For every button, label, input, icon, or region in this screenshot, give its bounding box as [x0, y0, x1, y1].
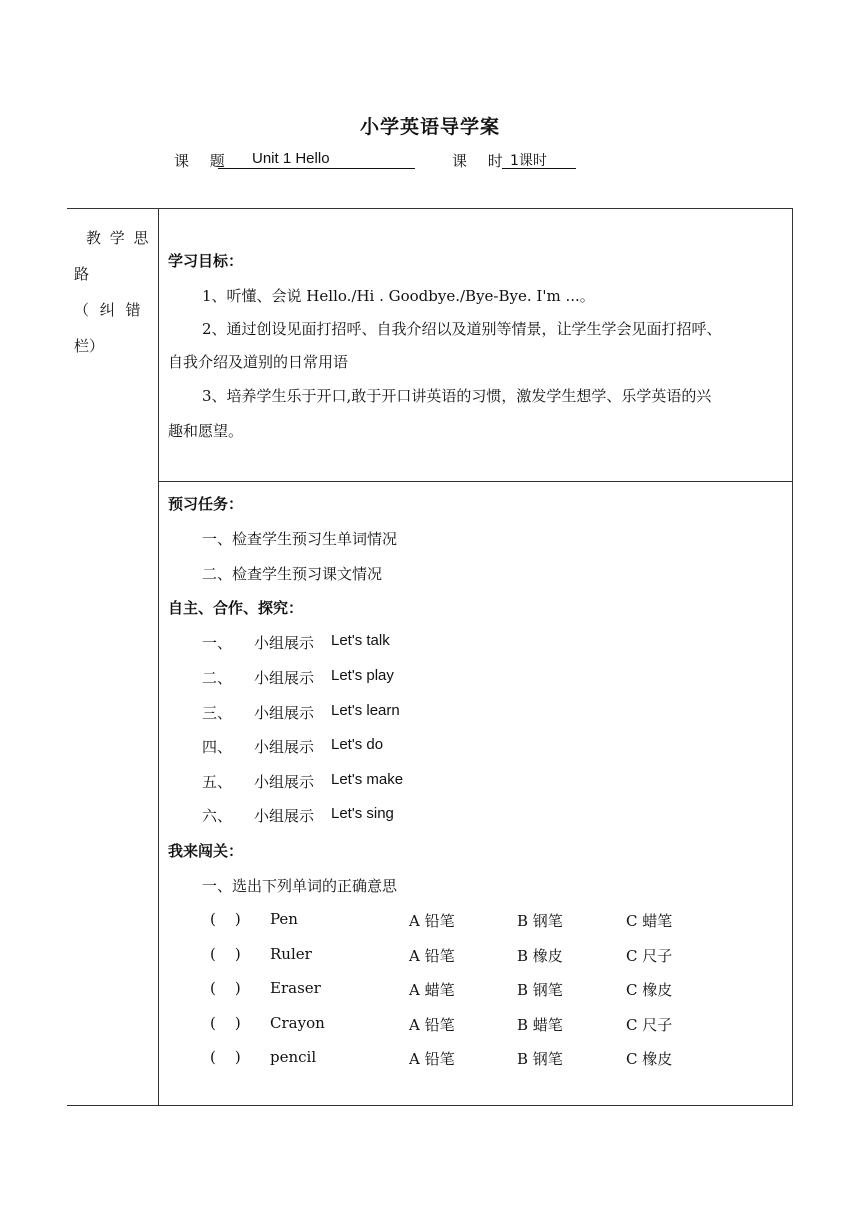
answer-blank[interactable]: ( ): [210, 945, 241, 963]
answer-blank[interactable]: ( ): [210, 1014, 241, 1032]
option-a: A 铅笔: [409, 1016, 455, 1034]
explore-num: 四、: [202, 738, 233, 756]
quiz-instruction: 一、选出下列单词的正确意思: [202, 877, 398, 895]
side-line-2: 路: [74, 265, 90, 283]
option-c: C 橡皮: [626, 1050, 673, 1068]
option-a: A 铅笔: [409, 1050, 455, 1068]
preview-item-2: 二、检查学生预习课文情况: [202, 565, 383, 583]
objective-2: 2、通过创设见面打招呼、自我介绍以及道别等情景，让学生学会见面打招呼、: [202, 320, 722, 338]
question-word: pencil: [270, 1048, 317, 1066]
explore-heading: 自主、合作、探究：: [168, 599, 304, 617]
explore-num: 六、: [202, 807, 233, 825]
objective-1: 1、听懂、会说 Hello./Hi . Goodbye./Bye-Bye. I'm ...。: [202, 287, 595, 305]
explore-num: 一、: [202, 634, 233, 652]
option-c: C 橡皮: [626, 981, 673, 999]
option-b: B 橡皮: [517, 947, 563, 965]
answer-blank[interactable]: ( ): [210, 910, 241, 928]
explore-en: Let's do: [331, 736, 384, 753]
explore-text: 小组展示: [254, 669, 315, 687]
option-b: B 钢笔: [517, 981, 563, 999]
option-c: C 尺子: [626, 1016, 673, 1034]
preview-heading: 预习任务：: [168, 495, 244, 513]
question-word: Pen: [270, 910, 298, 928]
explore-en: Let's sing: [331, 805, 394, 822]
option-a: A 铅笔: [409, 912, 455, 930]
explore-num: 三、: [202, 704, 233, 722]
option-a: A 铅笔: [409, 947, 455, 965]
option-c: C 尺子: [626, 947, 673, 965]
table-column-divider: [158, 208, 159, 1106]
explore-text: 小组展示: [254, 807, 315, 825]
objective-3-cont: 趣和愿望。: [168, 422, 244, 440]
option-b: B 钢笔: [517, 1050, 563, 1068]
explore-num: 五、: [202, 773, 233, 791]
objective-3: 3、培养学生乐于开口,敢于开口讲英语的习惯，激发学生想学、乐学英语的兴: [202, 387, 712, 405]
explore-text: 小组展示: [254, 773, 315, 791]
side-column: [74, 220, 154, 364]
topic-label: 课 题: [174, 152, 233, 170]
table-right-border: [792, 208, 793, 1106]
explore-en: Let's talk: [331, 632, 390, 649]
side-line-3: （ 纠 错: [74, 301, 144, 319]
explore-text: 小组展示: [254, 704, 315, 722]
objectives-heading: 学习目标：: [168, 252, 244, 270]
option-c: C 蜡笔: [626, 912, 673, 930]
page-title: 小学英语导学案: [359, 116, 500, 138]
answer-blank[interactable]: ( ): [210, 979, 241, 997]
period-value: 1课时: [502, 150, 576, 169]
answer-blank[interactable]: ( ): [210, 1048, 241, 1066]
topic-value: Unit 1 Hello: [218, 150, 415, 169]
question-word: Crayon: [270, 1014, 325, 1032]
objective-2-cont: 自我介绍及道别的日常用语: [168, 353, 349, 371]
explore-en: Let's learn: [331, 702, 400, 719]
table-top-border: [67, 208, 793, 209]
preview-item-1: 一、检查学生预习生单词情况: [202, 530, 398, 548]
question-word: Ruler: [270, 945, 312, 963]
option-a: A 蜡笔: [409, 981, 455, 999]
explore-text: 小组展示: [254, 634, 315, 652]
period-label: 课 时: [452, 152, 511, 170]
side-line-1: 教 学 思: [86, 229, 151, 247]
explore-text: 小组展示: [254, 738, 315, 756]
option-b: B 蜡笔: [517, 1016, 563, 1034]
option-b: B 钢笔: [517, 912, 563, 930]
explore-en: Let's play: [331, 667, 394, 684]
table-row-divider: [158, 481, 793, 482]
meta-row: [0, 150, 860, 174]
quiz-heading: 我来闯关：: [168, 842, 244, 860]
question-word: Eraser: [270, 979, 321, 997]
side-line-4: 栏）: [74, 337, 105, 355]
table-bottom-border: [67, 1105, 793, 1106]
explore-en: Let's make: [331, 771, 404, 788]
explore-num: 二、: [202, 669, 233, 687]
